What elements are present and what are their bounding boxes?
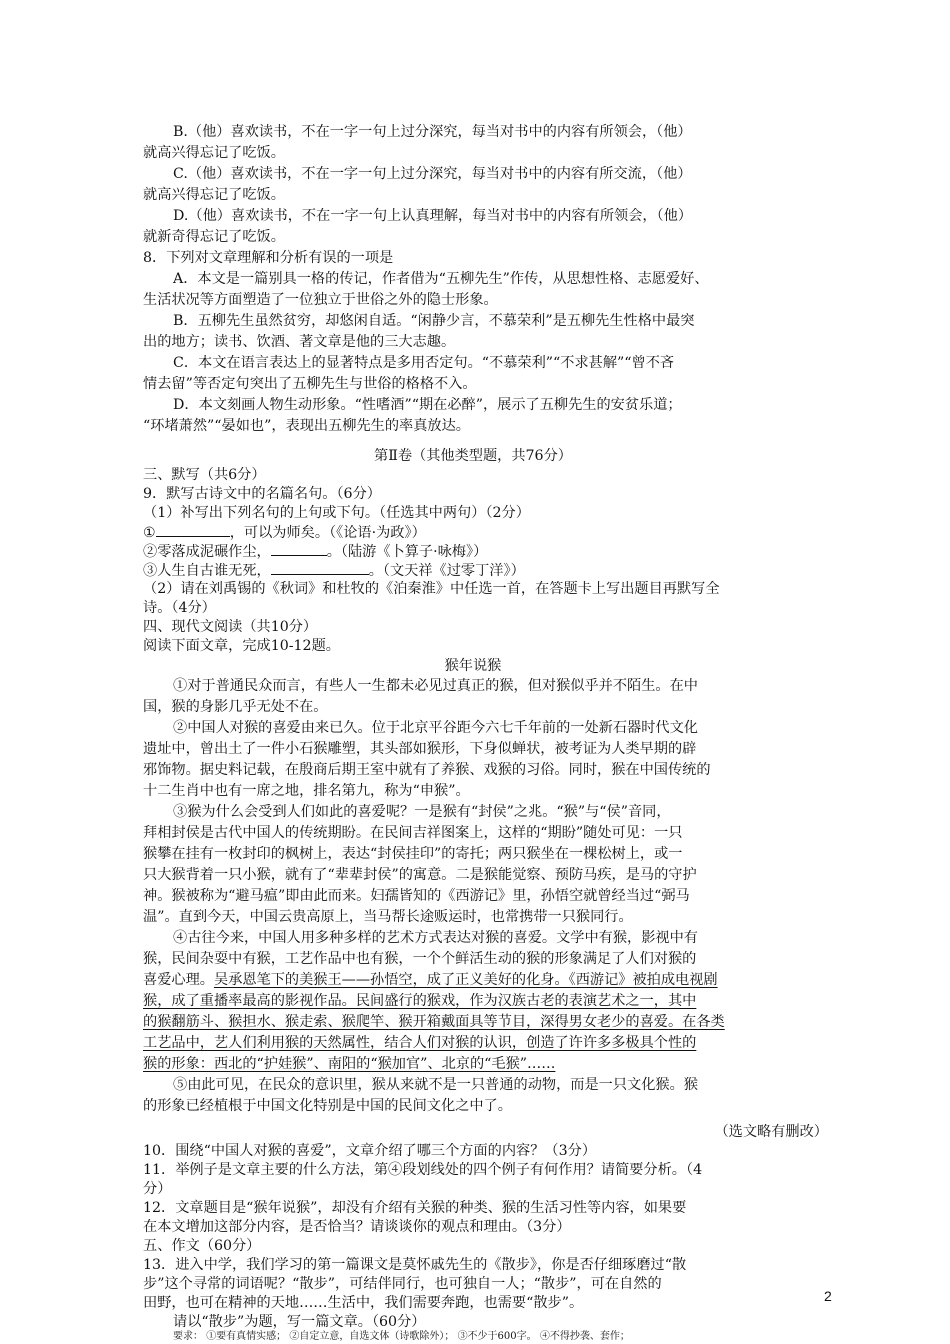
q9-item-1-number: ① xyxy=(143,525,156,541)
question-12-line-1: 12．文章题目是“猴年说猴”，却没有介绍有关猴的种类、猴的生活习性等内容，如果要 xyxy=(143,1200,687,1216)
option-c-line-1: C.（他）喜欢读书，不在一字一句上过分深究，每当对书中的内容有所交流，（他） xyxy=(173,166,692,182)
answer-blank[interactable] xyxy=(271,562,369,575)
option-b-line-2: 就高兴得忘记了吃饭。 xyxy=(143,145,285,161)
reading-instruction: 阅读下面文章，完成10-12题。 xyxy=(143,638,340,654)
option-d-line-2: 就新奇得忘记了吃饭。 xyxy=(143,229,285,245)
question-10: 10．围绕“中国人对猴的喜爱”，文章介绍了哪三个方面的内容？（3分） xyxy=(143,1143,597,1159)
underlined-example-line-2: 猴，成了重播率最高的影视作品。民间盛行的猴戏，作为汉族古老的表演艺术之一，其中 xyxy=(143,993,697,1009)
source-note: （选文略有删改） xyxy=(714,1124,828,1140)
para-3-line-3: 猴攀在挂有一枚封印的枫树上，表达“封侯挂印”的寄托；两只猴坐在一棵松树上，或一 xyxy=(143,846,683,862)
underlined-example-line-5: 猴的形象：西北的“护娃猴”、南阳的“猴加官”、北京的“毛猴”…… xyxy=(143,1056,556,1072)
q9-item-2 xyxy=(143,543,813,561)
para-1-line-1: ①对于普通民众而言，有些人一生都未必见过真正的猴，但对猴似乎并不陌生。在中 xyxy=(173,678,698,694)
para-2-line-4: 十二生肖中也有一席之地，排名第九，称为“申猴”。 xyxy=(143,783,470,799)
q9-item-2-source: 。（陆游《卜算子·咏梅》） xyxy=(326,544,488,560)
para-2-line-1: ②中国人对猴的喜爱由来已久。位于北京平谷距今六七千年前的一处新石器时代文化 xyxy=(173,720,698,736)
para-2-line-2: 遗址中，曾出土了一件小石猴雕塑，其头部如猴形，下身似蝉状，被考证为人类早期的辟 xyxy=(143,741,697,757)
para-4-line-2: 猴，民间杂耍中有猴，工艺作品中也有猴，一个个鲜活生动的猴的形象满足了人们对猴的 xyxy=(143,951,697,967)
requirement-item: ③不少于600字。 xyxy=(457,1331,540,1342)
section-5-heading: 五、作文（60分） xyxy=(143,1238,261,1254)
section-3-heading: 三、默写（共6分） xyxy=(143,467,266,483)
article-title: 猴年说猴 xyxy=(444,658,502,674)
q9-item-3-source: 。（文天祥《过零丁洋》） xyxy=(368,563,525,579)
underlined-example-line-4: 工艺品中，艺人们利用猴的天然属性，结合人们对猴的认识，创造了许许多多极具个性的 xyxy=(143,1035,697,1051)
para-3-line-6: 温”。直到今天，中国云贵高原上，当马帮长途贩运时，也常携带一只猴同行。 xyxy=(143,909,633,925)
para-2-line-3: 邪饰物。据史料记载，在殷商后期王室中就有了养猴、戏猴的习俗。同时，猴在中国传统的 xyxy=(143,762,711,778)
option-d-line-1: D.（他）喜欢读书，不在一字一句上认真理解，每当对书中的内容有所领会，（他） xyxy=(173,208,693,224)
requirement-item: 要求： xyxy=(173,1331,207,1342)
question-12-line-2: 在本文增加这部分内容，是否恰当？请谈谈你的观点和理由。（3分） xyxy=(143,1219,571,1235)
question-11-line-2: 分） xyxy=(143,1181,172,1197)
question-11-line-1: 11．举例子是文章主要的什么方法，第④段划线处的四个例子有何作用？请简要分析。（4 xyxy=(143,1162,703,1178)
q9-item-3 xyxy=(143,562,813,580)
para-3-line-1: ③猴为什么会受到人们如此的喜爱呢？一是猴有“封侯”之兆。“猴”与“侯”音同， xyxy=(173,804,671,820)
requirements-list xyxy=(173,1331,813,1342)
para-5-line-1: ⑤由此可见，在民众的意识里，猴从来就不是一只普通的动物，而是一只文化猴。猴 xyxy=(173,1077,698,1093)
essay-prompt: 请以“散步”为题，写一篇文章。（60分） xyxy=(173,1314,426,1330)
para-4-text: 喜爱心理。 xyxy=(143,972,214,988)
answer-blank[interactable] xyxy=(271,543,327,556)
q8-option-b-line-1: B．五柳先生虽然贫穷，却悠闲自适。“闲静少言，不慕荣利”是五柳先生性格中最突 xyxy=(173,313,695,329)
para-4-line-1: ④古往今来，中国人用多种多样的艺术方式表达对猴的喜爱。文学中有猴，影视中有 xyxy=(173,930,698,946)
para-3-line-5: 神。猴被称为“避马瘟”即由此而来。妇孺皆知的《西游记》里，孙悟空就曾经当过“弼马 xyxy=(143,888,690,904)
question-13-line-2: 步”这个寻常的词语呢？“散步”，可结伴同行，也可独自一人；“散步”，可在自然的 xyxy=(143,1276,662,1292)
question-9: 9．默写古诗文中的名篇名句。（6分） xyxy=(143,486,381,502)
q9-part-2-line-2: 诗。（4分） xyxy=(143,600,216,616)
q8-option-c-line-2: 情去留”等否定句突出了五柳先生与世俗的格格不入。 xyxy=(143,376,477,392)
q9-item-1-text: ，可以为师矣。（《论语·为政》） xyxy=(229,525,426,541)
q8-option-a-line-2: 生活状况等方面塑造了一位独立于世俗之外的隐士形象。 xyxy=(143,292,498,308)
requirement-item: ④不得抄袭、套作； xyxy=(539,1331,630,1342)
q9-item-2-text: ②零落成泥碾作尘， xyxy=(143,544,271,560)
q9-item-1 xyxy=(143,524,813,542)
option-c-line-2: 就高兴得忘记了吃饭。 xyxy=(143,187,285,203)
q9-item-3-text: ③人生自古谁无死， xyxy=(143,563,271,579)
q9-part-2-line-1: （2）请在刘禹锡的《秋词》和杜牧的《泊秦淮》中任选一首，在答题卡上写出题目再默写全 xyxy=(143,581,720,597)
q8-option-d-line-1: D．本文刻画人物生动形象。“性嗜酒”“期在必醉”，展示了五柳先生的安贫乐道； xyxy=(173,397,682,413)
underlined-example: 吴承恩笔下的美猴王——孙悟空，成了正义美好的化身。《西游记》被拍成电视剧 xyxy=(213,972,718,988)
q8-option-a-line-1: A．本文是一篇别具一格的传记，作者借为“五柳先生”作传，从思想性格、志愿爱好、 xyxy=(173,271,709,287)
q8-option-c-line-1: C．本文在语言表达上的显著特点是多用否定句。“不慕荣利”“不求甚解”“曾不吝 xyxy=(173,355,675,371)
option-b-line-1: B.（他）喜欢读书，不在一字一句上过分深究，每当对书中的内容有所领会，（他） xyxy=(173,124,692,140)
section-4-heading: 四、现代文阅读（共10分） xyxy=(143,619,318,635)
q8-option-d-line-2: “环堵萧然”“晏如也”，表现出五柳先生的率真放达。 xyxy=(143,418,470,434)
para-5-line-2: 的形象已经植根于中国文化特别是中国的民间文化之中了。 xyxy=(143,1098,512,1114)
para-1-line-2: 国，猴的身影几乎无处不在。 xyxy=(143,699,328,715)
para-3-line-2: 拜相封侯是古代中国人的传统期盼。在民间吉祥图案上，这样的“期盼”随处可见：一只 xyxy=(143,825,683,841)
q9-part-1: （1）补写出下列名句的上句或下句。（任选其中两句）（2分） xyxy=(143,505,530,521)
question-13-line-3: 田野，也可在精神的天地……生活中，我们需要奔跑，也需要“散步”。 xyxy=(143,1295,584,1311)
underlined-example-line-3: 的猴翻筋斗、猴担水、猴走索、猴爬竿、猴开箱戴面具等节目，深得男女老少的喜爱。在各类 xyxy=(143,1014,725,1030)
part-2-heading: 第Ⅱ卷（其他类型题，共76分） xyxy=(374,448,572,464)
requirement-item: ①要有真情实感； xyxy=(206,1331,290,1342)
answer-blank[interactable] xyxy=(156,524,230,537)
q8-option-b-line-2: 出的地方；读书、饮酒、著文章是他的三大志趣。 xyxy=(143,334,456,350)
question-13-line-1: 13．进入中学，我们学习的第一篇课文是莫怀戚先生的《散步》，你是否仔细琢磨过“散 xyxy=(143,1257,687,1273)
para-3-line-4: 只大猴背着一只小猴，就有了“辈辈封侯”的寓意。二是猴能觉察、预防马疾，是马的守护 xyxy=(143,867,697,883)
page-number: 2 xyxy=(824,1288,832,1304)
question-8: 8．下列对文章理解和分析有误的一项是 xyxy=(143,250,394,266)
para-4-line-3 xyxy=(143,972,813,989)
requirement-item: ②自定立意，自选文体（诗歌除外）； xyxy=(289,1331,458,1342)
